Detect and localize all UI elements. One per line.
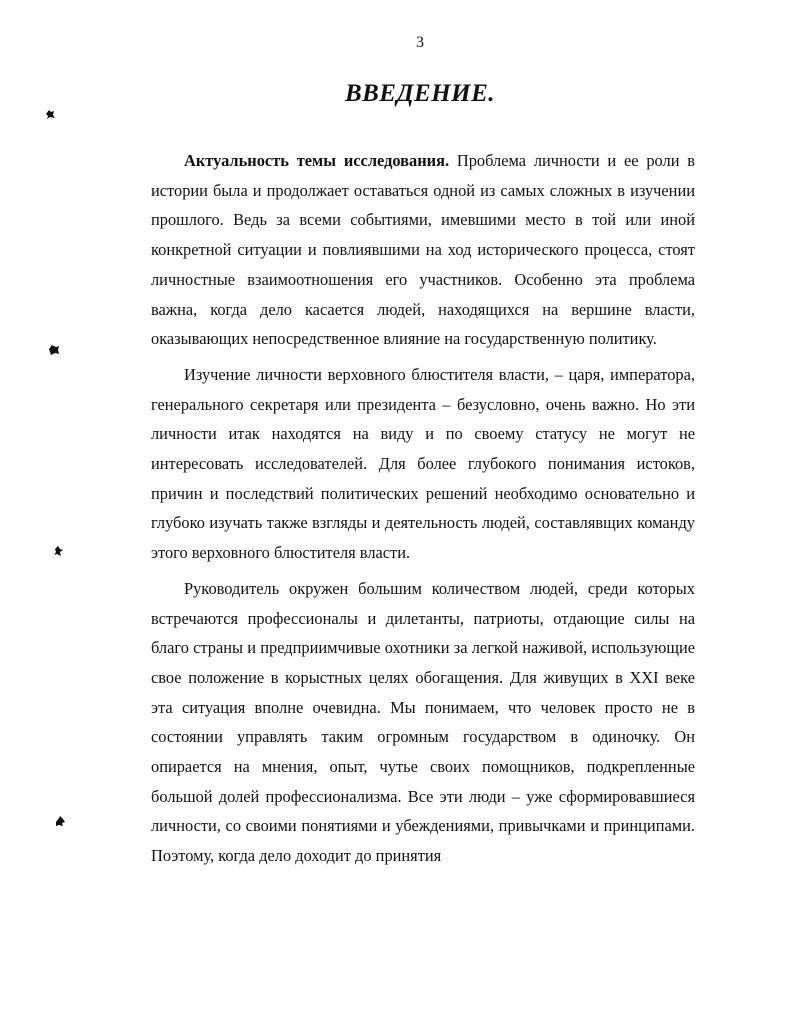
page-title: ВВЕДЕНИЕ. [344,80,496,107]
punch-hole-mark [48,344,60,356]
punch-hole-mark [52,545,64,557]
paragraph-relevance [151,146,695,354]
paragraph-text: Изучение личности верховного блюстителя власти, – царя, императора, генерального секретаря или президента – безусловно, очень важно. Но эти личности итак находятся на виду и по своему статусу не могут не интересовать исследователей. Для более глубокого понимания истоков, причин и последствий политических решений необходимо основательно и глубоко изучать также взгляды и деятельность людей, составлявщих команду этого верховного блюстителя власти. [151,364,695,563]
page-number: 3 [416,34,424,51]
punch-hole-mark [44,108,56,120]
document-body [151,146,695,877]
paragraph-lead: Актуальность темы исследования. [184,151,450,170]
paragraph-text: Руководитель окружен большим количеством людей, среди которых встречаются профессионалы и дилетанты, патриоты, отдающие силы на благо страны и предприимчивые охотники за легкой наживой, использующие свое положение в корыстных целях обогащения. Для живущих в XXI веке эта ситуация вполне очевидна. Мы понимаем, что человек просто не в состоянии управлять таким огромным государством в одиночку. Он опирается на мнения, опыт, чутье своих помощников, подкрепленные большой долей профессионализма. Все эти люди – уже сформировавшиеся личности, со своими понятиями и убеждениями, привычками и принципами. Поэтому, когда дело доходит до принятия [151,578,695,866]
paragraph-text: Проблема личности и ее роли в истории была и продолжает оставаться одной из самых сложных в изучении прошлого. Ведь за всеми событиями, имевшими место в той или иной конкретной ситуации и повлиявшими на ход исторического процесса, стоят личностные взаимоотношения его участников. Особенно эта проблема важна, когда дело касается людей, находящихся на вершине власти, оказывающих непосредственное влияние на государственную политику. [151,151,696,349]
punch-hole-mark [54,815,66,827]
